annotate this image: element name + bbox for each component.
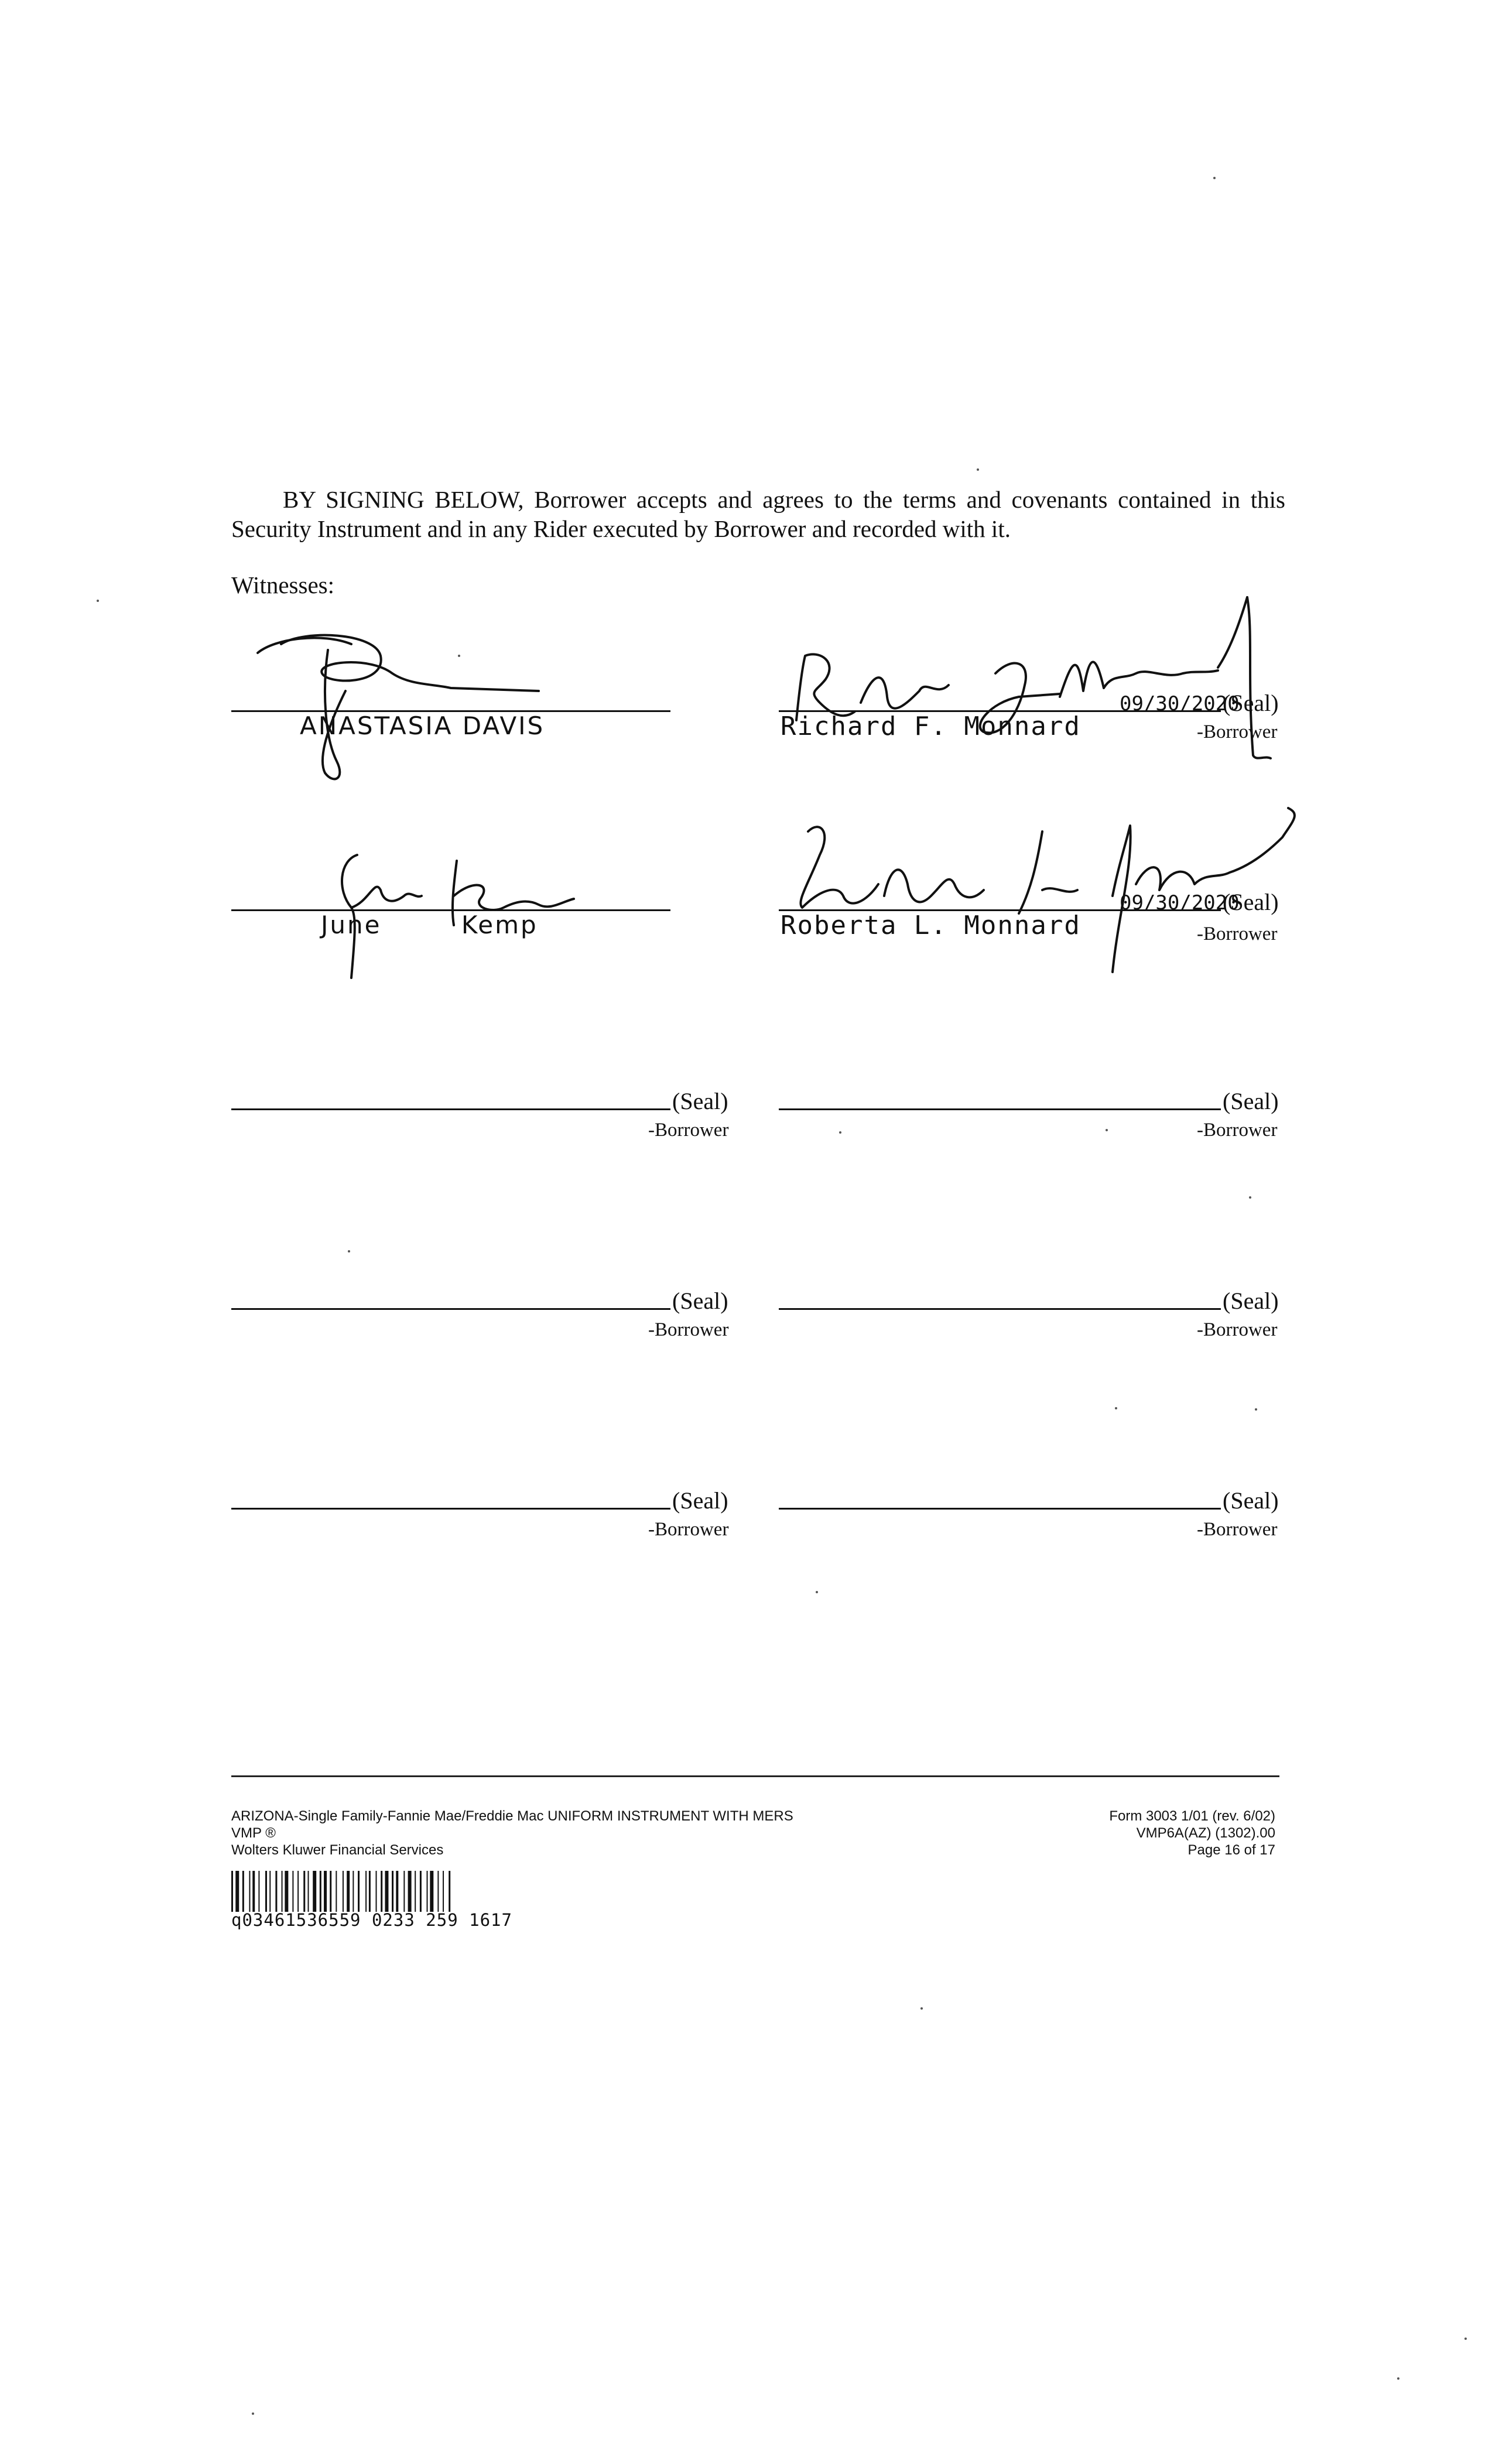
barcode-bar [352, 1871, 354, 1912]
borrower-1-typed-name: Richard F. Monnard [781, 711, 1081, 741]
blank-signature-line [779, 1308, 1221, 1310]
barcode-bar [415, 1871, 416, 1912]
scan-speck [1106, 1129, 1108, 1131]
barcode-bar [231, 1871, 233, 1912]
scan-speck [1213, 177, 1216, 179]
barcode-bar [324, 1871, 327, 1912]
borrower-2-seal-label: (Seal) [1223, 889, 1279, 915]
barcode-bar [381, 1871, 382, 1912]
blank-role-label: -Borrower [1197, 1120, 1278, 1141]
blank-seal-label: (Seal) [672, 1288, 728, 1314]
scan-speck [458, 655, 460, 657]
barcode [231, 1871, 641, 1912]
barcode-bar [330, 1871, 331, 1912]
barcode-bar [365, 1871, 367, 1912]
barcode-bar [343, 1871, 344, 1912]
barcode-bar [258, 1871, 259, 1912]
borrower-2-typed-name: Roberta L. Monnard [781, 911, 1081, 940]
blank-role-label: -Borrower [1197, 1519, 1278, 1540]
witness-1-printed-name: ANASTASIA DAVIS [300, 711, 545, 740]
scan-speck [1115, 1407, 1117, 1409]
barcode-bar [358, 1871, 360, 1912]
footer-form-number: Form 3003 1/01 (rev. 6/02) [1109, 1808, 1275, 1824]
witnesses-label: Witnesses: [231, 571, 334, 598]
scan-speck [1397, 2377, 1399, 2380]
scan-speck [839, 1131, 841, 1134]
barcode-bar [235, 1871, 239, 1912]
blank-seal-label: (Seal) [1223, 1088, 1279, 1114]
blank-role-label: -Borrower [1197, 1319, 1278, 1340]
footer-form-code: VMP6A(AZ) (1302).00 [1136, 1825, 1275, 1841]
blank-seal-label: (Seal) [672, 1088, 728, 1114]
barcode-bar [297, 1871, 299, 1912]
barcode-bar [275, 1871, 277, 1912]
scan-speck [1255, 1408, 1257, 1411]
blank-signature-line [231, 1508, 670, 1510]
barcode-bar [369, 1871, 371, 1912]
barcode-bar [403, 1871, 405, 1912]
footer-right [995, 1808, 1275, 1859]
barcode-bar [427, 1871, 428, 1912]
barcode-bar [376, 1871, 377, 1912]
barcode-bar [437, 1871, 439, 1912]
barcode-bar [392, 1871, 393, 1912]
scan-speck [977, 468, 979, 471]
barcode-bar [303, 1871, 305, 1912]
barcode-bar [385, 1871, 388, 1912]
scan-speck [348, 1250, 350, 1252]
blank-role-label: -Borrower [648, 1319, 729, 1340]
borrower-1-seal-label: (Seal) [1223, 690, 1279, 716]
footer-left [231, 1808, 793, 1859]
barcode-bar [449, 1871, 450, 1912]
blank-role-label: -Borrower [648, 1120, 729, 1141]
blank-seal-label: (Seal) [1223, 1487, 1279, 1514]
scan-speck [1249, 1196, 1251, 1199]
barcode-bar [347, 1871, 350, 1912]
borrower-2-role-label: -Borrower [1197, 923, 1278, 944]
blank-signature-line [231, 1308, 670, 1310]
barcode-bar [269, 1871, 271, 1912]
footer-form-title: ARIZONA-Single Family-Fannie Mae/Freddie Mac UNIFORM INSTRUMENT WITH MERS [231, 1808, 793, 1824]
barcode-bar [313, 1871, 316, 1912]
footer-rule [231, 1775, 1279, 1777]
footer-page-number: Page 16 of 17 [1187, 1842, 1275, 1858]
borrower-1-role-label: -Borrower [1197, 721, 1278, 742]
barcode-bar [265, 1871, 267, 1912]
blank-seal-label: (Seal) [672, 1487, 728, 1514]
barcode-bar [396, 1871, 398, 1912]
borrower-2-date: 09/30/2020 [1120, 891, 1240, 915]
barcode-bar [282, 1871, 283, 1912]
barcode-bar [420, 1871, 422, 1912]
footer-publisher: Wolters Kluwer Financial Services [231, 1842, 444, 1858]
barcode-bar [249, 1871, 250, 1912]
barcode-bar [336, 1871, 337, 1912]
barcode-bar [252, 1871, 255, 1912]
footer-vmp: VMP ® [231, 1825, 276, 1841]
barcode-number: q03461536559 0233 259 1617 [231, 1910, 512, 1930]
scan-speck [816, 1591, 818, 1593]
blank-signature-line [779, 1508, 1221, 1510]
blank-signature-line [779, 1108, 1221, 1110]
barcode-bar [242, 1871, 244, 1912]
blank-role-label: -Borrower [648, 1519, 729, 1540]
barcode-bar [285, 1871, 288, 1912]
barcode-bar [430, 1871, 433, 1912]
scan-speck [920, 2007, 923, 2010]
blank-signature-line [231, 1108, 670, 1110]
barcode-bar [308, 1871, 309, 1912]
scan-speck [97, 600, 99, 602]
barcode-bar [320, 1871, 321, 1912]
agreement-lead: BY SIGNING BELOW, [283, 486, 524, 513]
barcode-bar [408, 1871, 412, 1912]
barcode-bar [443, 1871, 444, 1912]
barcode-bar [292, 1871, 293, 1912]
scan-speck [252, 2412, 254, 2415]
agreement-paragraph [231, 485, 1285, 543]
borrower-1-date: 09/30/2020 [1120, 692, 1240, 716]
scan-speck [1464, 2338, 1467, 2340]
agreement-text: Borrower accepts and agrees to the terms and covenants contained in this Security Instrument and in any Rider executed by Borrower and recorded with it. [231, 486, 1285, 542]
witness-2-printed-name: June Kemp [321, 911, 538, 939]
blank-seal-label: (Seal) [1223, 1288, 1279, 1314]
